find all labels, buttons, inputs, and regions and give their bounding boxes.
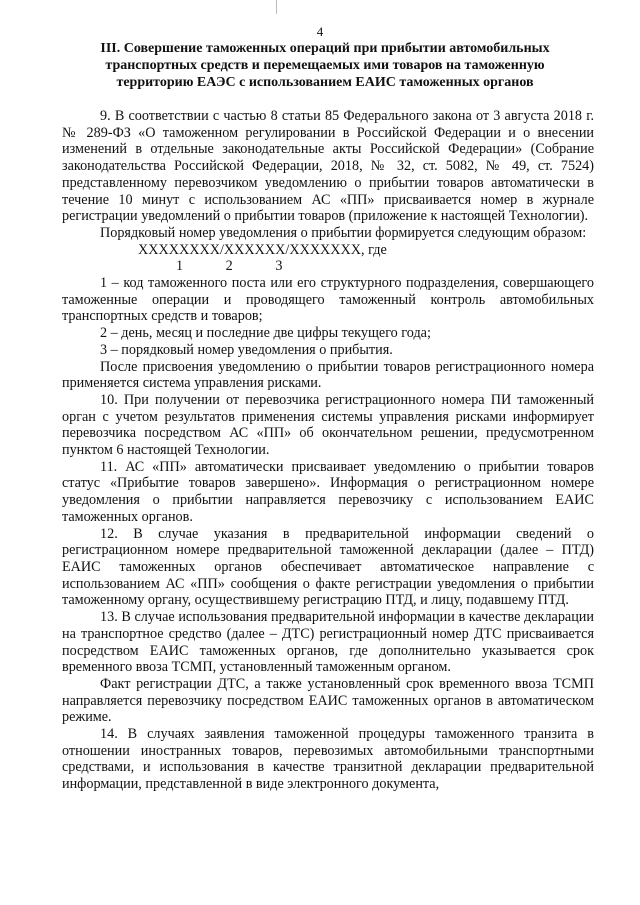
format-item-3: 3 – порядковый номер уведомления о прибытия.: [100, 341, 393, 358]
page-number: 4: [316, 24, 324, 39]
format-item-1: 1 – код таможенного поста или его структурного подразделения, совершающего таможенные операции и проводящего таможенный контроль автомобильных транспортных средств и товаров;: [62, 275, 594, 325]
paragraph-11: 11. АС «ПП» автоматически присваивает уведомлению о прибытии товаров статус «Прибытие товаров завершено». Информация о регистрационном номере уведомления о прибытии направляется перевозчику с использованием ЕАИС таможенных органов.: [62, 458, 594, 525]
paragraph-13-fact: Факт регистрации ДТС, а также установленный срок временного ввоза ТСМП направляется перевозчику посредством ЕАИС таможенных органов в автоматическом режиме.: [62, 675, 594, 726]
paragraph-9-order: Порядковый номер уведомления о прибытии формируется следующим образом:: [100, 224, 587, 241]
paragraph-13: 13. В случае использования предварительной информации в качестве декларации на транспортное средство (далее – ДТС) регистрационный номер ДТС присваивается посредством ЕАИС таможенных органов, где дополнительно указывается срок временного ввоза ТСМП, установленный таможенным органом.: [62, 609, 594, 676]
paragraph-14: 14. В случаях заявления таможенной процедуры таможенного транзита в отношении иностранных товаров, перевозимых автомобильными транспортными средствами, и использования в качестве транзитной декларации предварительной информации, представленной в виде электронного документа,: [62, 726, 594, 793]
number-format-digits: 1 2 3: [176, 258, 283, 275]
scan-artifact: [276, 0, 277, 14]
number-format-formula: XXXXXXXX/XXXXXX/XXXXXXX, где: [138, 241, 387, 258]
document-body: [62, 108, 594, 793]
paragraph-9: 9. В соответствии с частью 8 статьи 85 Федерального закона от 3 августа 2018 г. № 289-ФЗ «О таможенном регулировании в Российской Федерации и о внесении изменений в отдельные законодательные акты Российской Федерации» (Собрание законодательства Российской Федерации, 2018, № 32, ст. 5082, № 49, ст. 7524) представленному перевозчиком уведомлению о прибытии товаров автоматически в течение 10 минут с использованием АС «ПП» присваивается номер в журнале регистрации уведомлений о прибытии товаров (приложение к настоящей Технологии).: [62, 108, 594, 225]
section-heading: III. Совершение таможенных операций при прибытии автомобильных транспортных средств и перемещаемых ими товаров на таможенную территорию ЕАЭС с использованием ЕАИС таможенных органов: [100, 41, 550, 90]
paragraph-10: 10. При получении от перевозчика регистрационного номера ПИ таможенный орган с учетом результатов применения системы управления рисками информирует перевозчика посредством АС «ПП» об окончательном решении, предусмотренном пунктом 6 настоящей Технологии.: [62, 391, 594, 459]
paragraph-12: 12. В случае указания в предварительной информации сведений о регистрационном номере предварительной таможенной декларации (далее – ПТД) ЕАИС таможенных органов обеспечивает автоматическое направление с использованием АС «ПП» сообщения о факте регистрации уведомления о прибытии таможенному органу, осуществившему регистрацию ПТД, и лицу, подавшему ПТД.: [62, 525, 594, 609]
format-item-2: 2 – день, месяц и последние две цифры текущего года;: [100, 325, 431, 342]
paragraph-risk-management: После присвоения уведомлению о прибытии товаров регистрационного номера применяется система управления рисками.: [62, 358, 594, 392]
